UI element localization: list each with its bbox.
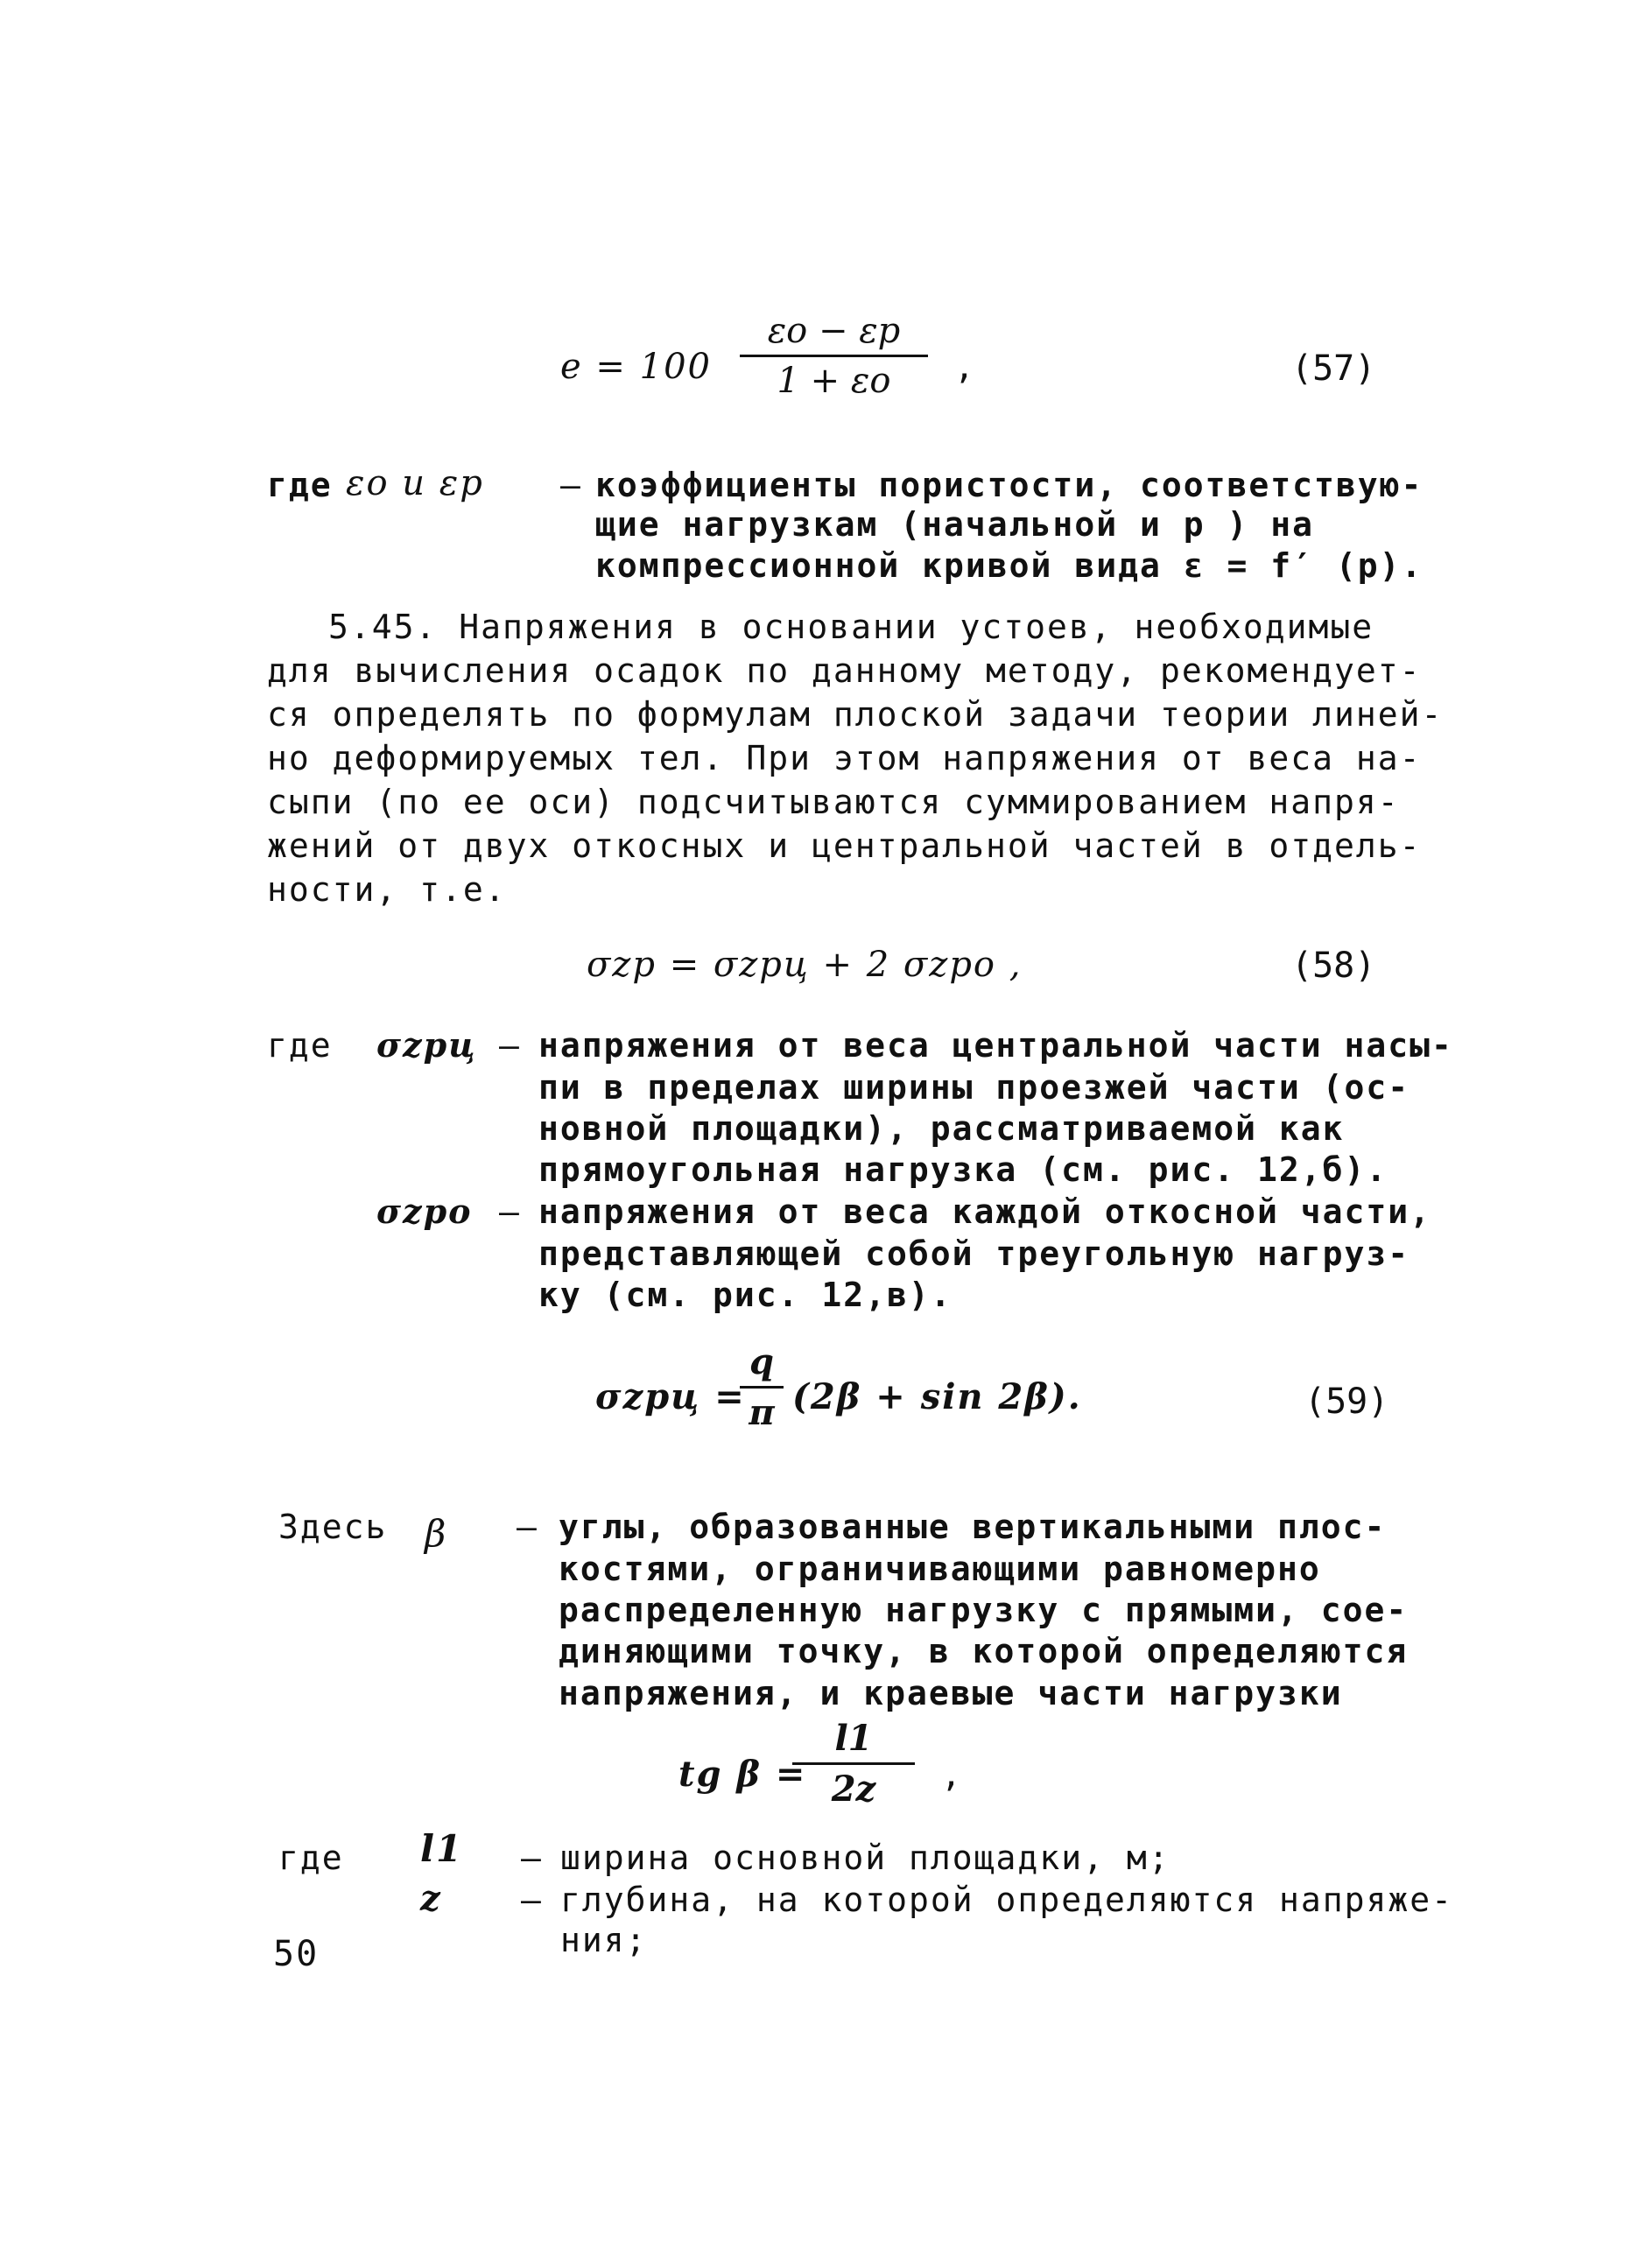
def-58-dash-2: – — [499, 1192, 521, 1231]
text-line: углы, образованные вертикальными плос- — [559, 1508, 1387, 1546]
formula-59-fraction — [740, 1341, 784, 1433]
formula-tg-comma: , — [941, 1755, 963, 1794]
def-59-here: Здесь — [278, 1508, 388, 1546]
def-tg-text-1: ширина основной площадки, м; — [560, 1839, 1170, 1877]
text-line: компрессионной кривой вида ε = f′ (p). — [595, 546, 1424, 585]
text-line: ку (см. рис. 12,в). — [538, 1276, 953, 1314]
text-line: диняющими точку, в которой определяются — [559, 1632, 1409, 1670]
formula-tg-lhs: tg β = — [678, 1754, 807, 1795]
def-tg-dash-2: – — [521, 1881, 543, 1919]
def-59-dash: – — [517, 1508, 538, 1546]
formula-57-fraction — [740, 311, 928, 401]
def-tg-where: где — [278, 1839, 344, 1877]
text-line: для вычисления осадок по данному методу, рекомендует- — [267, 651, 1422, 690]
formula-58: σzp = σzpц + 2 σzpo , — [587, 945, 1023, 985]
fraction-bar — [740, 1386, 784, 1389]
def-58-where: где — [267, 1026, 333, 1065]
text-line: напряжения, и краевые части нагрузки — [559, 1674, 1343, 1712]
page-number: 50 — [273, 1934, 320, 1974]
text-line: щие нагрузкам (начальной и p ) на — [595, 505, 1314, 544]
formula-59-rhs: (2β + sin 2β). — [792, 1376, 1082, 1417]
equation-number-58: (58) — [1291, 946, 1376, 986]
text-line: представляющей собой треугольную нагруз- — [538, 1234, 1410, 1273]
text-line: коэффициенты пористости, соответствую- — [595, 466, 1424, 504]
def-57-symbols: εo и εp — [346, 463, 484, 503]
equation-number-59: (59) — [1304, 1382, 1389, 1422]
text-line: ся определять по формулам плоской задачи теории линей- — [267, 695, 1444, 734]
def-58-symbol-2: σzpo — [376, 1192, 473, 1231]
formula-tg-fraction — [792, 1718, 915, 1810]
def-tg-dash-1: – — [521, 1839, 543, 1877]
def-57-where: где — [267, 466, 333, 504]
def-57-dash: – — [560, 466, 582, 504]
formula-tg-denominator: 2z — [831, 1768, 876, 1810]
formula-59-numerator: q — [749, 1341, 774, 1382]
equation-number-57: (57) — [1291, 348, 1376, 389]
text-line: новной площадки), рассматриваемой как — [538, 1109, 1345, 1148]
def-58-dash-1: – — [499, 1026, 521, 1065]
def-59-symbol: β — [425, 1512, 448, 1555]
text-line: ния; — [560, 1921, 648, 1959]
def-tg-symbol-2: z — [420, 1878, 442, 1919]
def-tg-symbol-1: l1 — [420, 1827, 464, 1870]
formula-57-lhs: e = 100 — [560, 347, 712, 387]
formula-59-lhs: σzpц = — [595, 1376, 746, 1417]
text-line: глубина, на которой определяются напряже- — [560, 1881, 1453, 1919]
text-line: распределенную нагрузку с прямыми, сое- — [559, 1591, 1409, 1629]
formula-57-numerator: εo − εp — [767, 311, 901, 351]
text-line: прямоугольная нагрузка (см. рис. 12,б). — [538, 1150, 1388, 1189]
text-line: костями, ограничивающими равномерно — [559, 1550, 1321, 1588]
formula-57-denominator: 1 + εo — [777, 361, 891, 401]
formula-tg-numerator: l1 — [834, 1718, 873, 1759]
text-line: 5.45. Напряжения в основании устоев, необходимые — [328, 608, 1374, 646]
formula-59-denominator: π — [749, 1392, 775, 1433]
text-line: напряжения от веса каждой откосной части, — [538, 1192, 1431, 1231]
text-line: напряжения от веса центральной части насы- — [538, 1026, 1453, 1065]
fraction-bar — [740, 355, 928, 357]
def-58-symbol-1: σzpц — [376, 1025, 477, 1065]
formula-57-comma: , — [954, 348, 976, 386]
fraction-bar — [792, 1762, 915, 1765]
text-line: но деформируемых тел. При этом напряжения от веса на- — [267, 739, 1422, 777]
text-line: сыпи (по ее оси) подсчитываются суммированием напря- — [267, 783, 1400, 821]
text-line: ности, т.е. — [267, 870, 507, 909]
text-line: пи в пределах ширины проезжей части (ос- — [538, 1068, 1410, 1107]
text-line: жений от двух откосных и центральной частей в отдель- — [267, 826, 1422, 865]
